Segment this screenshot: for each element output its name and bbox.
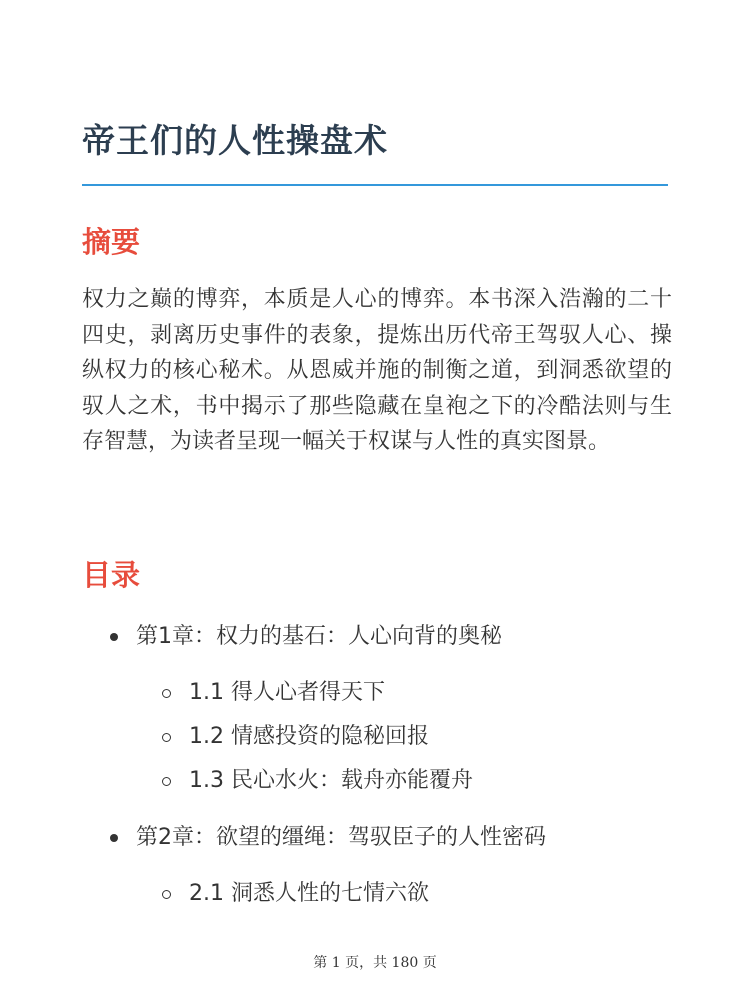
toc-section-label: 1.3 民心水火：载舟亦能覆舟 (189, 768, 473, 793)
toc-section-label: 2.1 洞悉人性的七情六欲 (189, 881, 429, 906)
bullet-circle-icon (162, 777, 171, 786)
toc-section-label: 1.2 情感投资的隐秘回报 (189, 724, 429, 749)
bullet-circle-icon (162, 733, 171, 742)
toc-chapter-1 (110, 622, 502, 652)
toc-section-2-1 (162, 879, 429, 909)
toc-section-1-2 (162, 722, 429, 752)
toc-chapter-2 (110, 823, 546, 853)
bullet-circle-icon (162, 689, 171, 698)
toc-section-1-1 (162, 678, 385, 708)
summary-heading: 摘要 (82, 225, 141, 259)
bullet-disc-icon (110, 834, 118, 842)
toc-chapter-label: 第2章：欲望的缰绳：驾驭臣子的人性密码 (136, 825, 546, 850)
document-page (82, 0, 672, 1000)
toc-heading: 目录 (82, 558, 141, 592)
summary-paragraph: 权力之巅的博弈，本质是人心的博弈。本书深入浩瀚的二十四史，剥离历史事件的表象，提炼出历代帝王驾驭人心、操纵权力的核心秘术。从恩威并施的制衡之道，到洞悉欲望的驭人之术，书中揭示了那些隐藏在皇袍之下的冷酷法则与生存智慧，为读者呈现一幅关于权谋与人性的真实图景。 (82, 287, 672, 454)
bullet-disc-icon (110, 633, 118, 641)
toc-section-label: 1.1 得人心者得天下 (189, 680, 385, 705)
toc-chapter-label: 第1章：权力的基石：人心向背的奥秘 (136, 624, 502, 649)
bullet-circle-icon (162, 890, 171, 899)
document-title: 帝王们的人性操盘术 (82, 121, 388, 160)
title-divider (82, 184, 668, 186)
page-number-footer: 第 1 页，共 180 页 (313, 955, 437, 971)
toc-section-1-3 (162, 766, 473, 796)
